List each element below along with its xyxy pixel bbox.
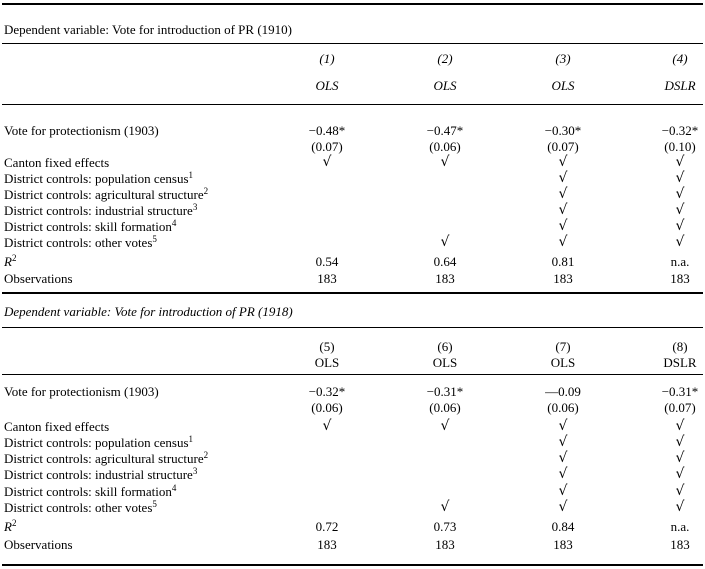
check-mark-icon: √ <box>440 234 450 250</box>
panel-separator-rule <box>2 292 703 294</box>
check-mark-icon: √ <box>675 154 685 170</box>
panel2-r2-8: n.a. <box>670 519 690 534</box>
col-4-number: (4) <box>672 51 688 66</box>
panel1-row-agricultural: District controls: agricultural structure$^2$ <box>4 186 209 202</box>
panel1-coef-label: Vote for protectionism (1903) <box>4 123 159 138</box>
check-mark-icon: √ <box>675 483 685 499</box>
panel2-title-rule <box>2 327 703 328</box>
panel2-row-industrial: District controls: industrial structure$^3$ <box>4 466 198 482</box>
panel2-title: Dependent variable: Vote for introduction of PR (1918) <box>4 304 293 319</box>
panel2-se-6: (0.06) <box>429 400 461 415</box>
check-mark-icon: √ <box>558 234 568 250</box>
check-mark-icon: √ <box>440 418 450 434</box>
check-mark-icon: √ <box>440 154 450 170</box>
panel2-obs-8: 183 <box>670 537 690 552</box>
panel1-obs-1: 183 <box>317 271 337 286</box>
bottom-rule <box>2 564 703 566</box>
panel1-r2-4: n.a. <box>670 254 690 269</box>
panel2-obs-7: 183 <box>553 537 573 552</box>
check-mark-icon: √ <box>675 186 685 202</box>
panel1-r2-2: 0.64 <box>433 254 457 269</box>
panel2-coef-7: —0.09 <box>545 384 581 399</box>
panel2-se-8: (0.07) <box>664 400 696 415</box>
check-mark-icon: √ <box>675 434 685 450</box>
check-mark-icon: √ <box>558 466 568 482</box>
check-mark-icon: √ <box>675 450 685 466</box>
panel2-obs-6: 183 <box>435 537 455 552</box>
col-7-method: OLS <box>550 355 576 370</box>
check-mark-icon: √ <box>675 234 685 250</box>
panel1-se-3: (0.07) <box>547 139 579 154</box>
panel2-r2-5: 0.72 <box>315 519 339 534</box>
panel1-se-2: (0.06) <box>429 139 461 154</box>
panel2-se-5: (0.06) <box>311 400 343 415</box>
panel1-obs-4: 183 <box>670 271 690 286</box>
panel2-r2-7: 0.84 <box>551 519 575 534</box>
col-5-number: (5) <box>319 339 335 354</box>
panel2-row-skill: District controls: skill formation$^4$ <box>4 483 177 499</box>
check-mark-icon: √ <box>322 154 332 170</box>
panel2-coef-8: −0.31* <box>661 384 699 399</box>
check-mark-icon: √ <box>558 450 568 466</box>
panel1-title-rule <box>2 43 703 44</box>
col-8-number: (8) <box>672 339 688 354</box>
panel1-r2-3: 0.81 <box>551 254 575 269</box>
check-mark-icon: √ <box>558 170 568 186</box>
top-rule <box>2 3 703 5</box>
check-mark-icon: √ <box>558 186 568 202</box>
panel2-row-canton: Canton fixed effects <box>4 419 110 434</box>
panel1-title: Dependent variable: Vote for introduction of PR (1910) <box>4 22 292 37</box>
col-6-method: OLS <box>432 355 458 370</box>
check-mark-icon: √ <box>558 499 568 515</box>
col-4-method: DSLR <box>664 78 696 93</box>
panel1-row-skill: District controls: skill formation$^4$ <box>4 218 177 234</box>
col-3-number: (3) <box>555 51 571 66</box>
panel2-row-observations: Observations <box>4 537 73 552</box>
check-mark-icon: √ <box>558 434 568 450</box>
panel2-coef-label: Vote for protectionism (1903) <box>4 384 159 399</box>
check-mark-icon: √ <box>675 418 685 434</box>
panel2-header-rule <box>2 374 703 375</box>
check-mark-icon: √ <box>558 218 568 234</box>
panel1-se-4: (0.10) <box>664 139 696 154</box>
check-mark-icon: √ <box>675 218 685 234</box>
col-2-number: (2) <box>437 51 453 66</box>
col-6-number: (6) <box>437 339 453 354</box>
panel2-se-7: (0.06) <box>547 400 579 415</box>
panel2-r2-6: 0.73 <box>433 519 457 534</box>
check-mark-icon: √ <box>558 202 568 218</box>
check-mark-icon: √ <box>558 483 568 499</box>
panel1-coef-1: −0.48* <box>308 123 346 138</box>
check-mark-icon: √ <box>675 499 685 515</box>
col-8-method: DSLR <box>663 355 697 370</box>
panel1-row-other: District controls: other votes$^5$ <box>4 234 157 250</box>
panel2-row-population: District controls: population census$^1$ <box>4 434 194 450</box>
panel1-row-population: District controls: population census$^1$ <box>4 170 194 186</box>
panel1-header-rule <box>2 104 703 105</box>
panel1-coef-4: −0.32* <box>661 123 699 138</box>
check-mark-icon: √ <box>558 418 568 434</box>
check-mark-icon: √ <box>558 154 568 170</box>
panel1-row-r2: $R^2$ <box>4 253 17 269</box>
col-3-method: OLS <box>551 78 575 93</box>
col-1-method: OLS <box>315 78 339 93</box>
panel2-obs-5: 183 <box>317 537 337 552</box>
check-mark-icon: √ <box>675 466 685 482</box>
panel1-coef-3: −0.30* <box>544 123 582 138</box>
panel1-obs-2: 183 <box>435 271 455 286</box>
col-2-method: OLS <box>433 78 457 93</box>
panel1-row-observations: Observations <box>4 271 73 286</box>
panel1-row-industrial: District controls: industrial structure$^3$ <box>4 202 198 218</box>
col-5-method: OLS <box>314 355 340 370</box>
check-mark-icon: √ <box>675 170 685 186</box>
check-mark-icon: √ <box>322 418 332 434</box>
panel1-obs-3: 183 <box>553 271 573 286</box>
panel2-row-other: District controls: other votes$^5$ <box>4 499 157 515</box>
check-mark-icon: √ <box>675 202 685 218</box>
col-7-number: (7) <box>555 339 571 354</box>
check-mark-icon: √ <box>440 499 450 515</box>
panel2-row-agricultural: District controls: agricultural structure$^2$ <box>4 450 209 466</box>
col-1-number: (1) <box>319 51 335 66</box>
panel2-row-r2: $R^2$ <box>4 518 17 534</box>
panel1-row-canton: Canton fixed effects <box>4 155 110 170</box>
panel2-coef-5: −0.32* <box>308 384 346 399</box>
panel1-r2-1: 0.54 <box>315 254 339 269</box>
panel1-coef-2: −0.47* <box>426 123 464 138</box>
panel1-se-1: (0.07) <box>311 139 343 154</box>
panel2-coef-6: −0.31* <box>426 384 464 399</box>
